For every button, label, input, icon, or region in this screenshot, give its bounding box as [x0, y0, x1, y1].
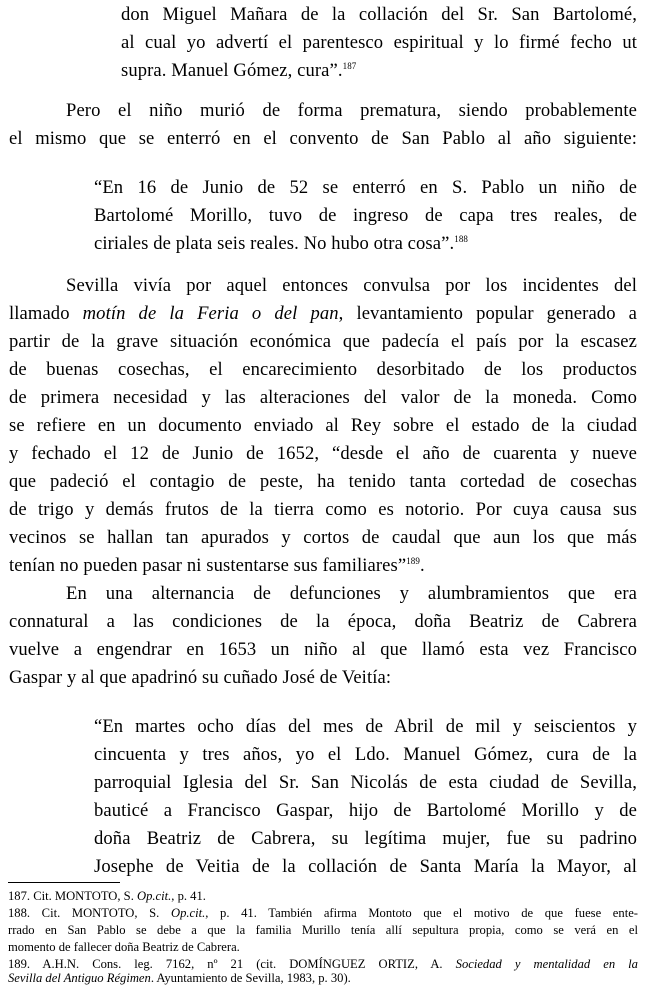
quote3-line5: doña Beatriz de Cabrera, su legítima mujer, fue su padrino [94, 828, 637, 849]
footnote-ref-189: 189 [406, 556, 421, 566]
footnote-188-line1: 188. Cit. MONTOTO, S. Op.cit., p. 41. También afirma Montoto que el motivo de que fuese ente- [8, 906, 638, 920]
quote3-line4: bauticé a Francisco Gaspar, hijo de Bartolomé Morillo y de [94, 800, 637, 821]
quote3-line1: “En martes ocho días del mes de Abril de mil y seiscientos y [94, 716, 637, 737]
para2-line2: llamado motín de la Feria o del pan, levantamiento popular generado a [9, 303, 638, 324]
quote2-line3: ciriales de plata seis reales. No hubo otra cosa”.$^{188}$ [94, 233, 469, 254]
para3-line4: Gaspar y al que apadrinó su cuñado José de Veitía: [9, 667, 392, 688]
quote2-line2: Bartolomé Morillo, tuvo de ingreso de capa tres reales, de [94, 205, 637, 226]
para2-line10: vecinos se hallan tan apurados y cortos de caudal que aun los que más [9, 527, 637, 548]
para2-line7: y fechado el 12 de Junio de 1652, “desde el año de cuarenta y nueve [9, 443, 637, 464]
para1-line2: el mismo que se enterró en el convento de San Pablo al año siguiente: [9, 128, 637, 149]
para2-line4: de buenas cosechas, el encarecimiento desorbitado de los productos [9, 359, 637, 380]
quote1-line1: don Miguel Mañara de la collación del Sr. San Bartolomé, [121, 4, 637, 25]
quote2-line1: “En 16 de Junio de 52 se enterró en S. Pablo un niño de [94, 177, 637, 198]
footnote-189-line1: 189. A.H.N. Cons. leg. 7162, nº 21 (cit. DOMÍNGUEZ ORTIZ, A. Sociedad y mentalidad en la [8, 957, 638, 971]
footnote-188-line2: rrado en San Pablo se debe a que la familia Murillo tenía allí sepultura propia, como se verá en el [8, 923, 638, 937]
para1-line1: Pero el niño murió de forma prematura, siendo probablemente [66, 100, 637, 121]
quote1-line2: al cual yo advertí el parentesco espiritual y lo firmé fecho ut [121, 32, 637, 53]
para3-line2: connatural a las condiciones de la época, doña Beatriz de Cabrera [9, 611, 637, 632]
quote3-line2: cincuenta y tres años, yo el Ldo. Manuel Gómez, cura de la [94, 744, 637, 765]
emphasis-motin: motín de la Feria o del pan [82, 303, 339, 324]
para2-line9: de trigo y demás frutos de la tierra como es notorio. Por cuya causa sus [9, 499, 637, 520]
para2-line8: que padeció el contagio de peste, ha tenido tanta cortedad de cosechas [9, 471, 637, 492]
para3-line1: En una alternancia de defunciones y alumbramientos que era [66, 583, 637, 604]
para2-line6: se refiere en un documento enviado al Rey sobre el estado de la ciudad [9, 415, 637, 436]
footnote-188-line3: momento de fallecer doña Beatriz de Cabrera. [8, 940, 240, 954]
footnote-ref-187: 187 [342, 61, 357, 71]
para2-line11: tenían no pueden pasar ni sustentarse sus familiares”$^{189}$. [9, 555, 425, 576]
quote3-line6: Josephe de Veitia de la collación de Santa María la Mayor, al [94, 856, 637, 877]
footnote-189-line2: Sevilla del Antiguo Régimen. Ayuntamiento de Sevilla, 1983, p. 30). [8, 971, 351, 985]
quote1-line3: supra. Manuel Gómez, cura”.$^{187}$ [121, 60, 357, 81]
para2-line1: Sevilla vivía por aquel entonces convulsa por los incidentes del [66, 275, 637, 296]
para3-line3: vuelve a engendrar en 1653 un niño al que llamó esta vez Francisco [9, 639, 637, 660]
footnote-187: 187. Cit. MONTOTO, S. Op.cit., p. 41. [8, 889, 206, 903]
footnote-separator [8, 882, 120, 883]
para2-line3: partir de la grave situación económica que padecía el país por la escasez [9, 331, 637, 352]
quote3-line3: parroquial Iglesia del Sr. San Nicolás de esta ciudad de Sevilla, [94, 772, 637, 793]
footnote-ref-188: 188 [454, 234, 469, 244]
para2-line5: de primera necesidad y las alteraciones del valor de la moneda. Como [9, 387, 637, 408]
